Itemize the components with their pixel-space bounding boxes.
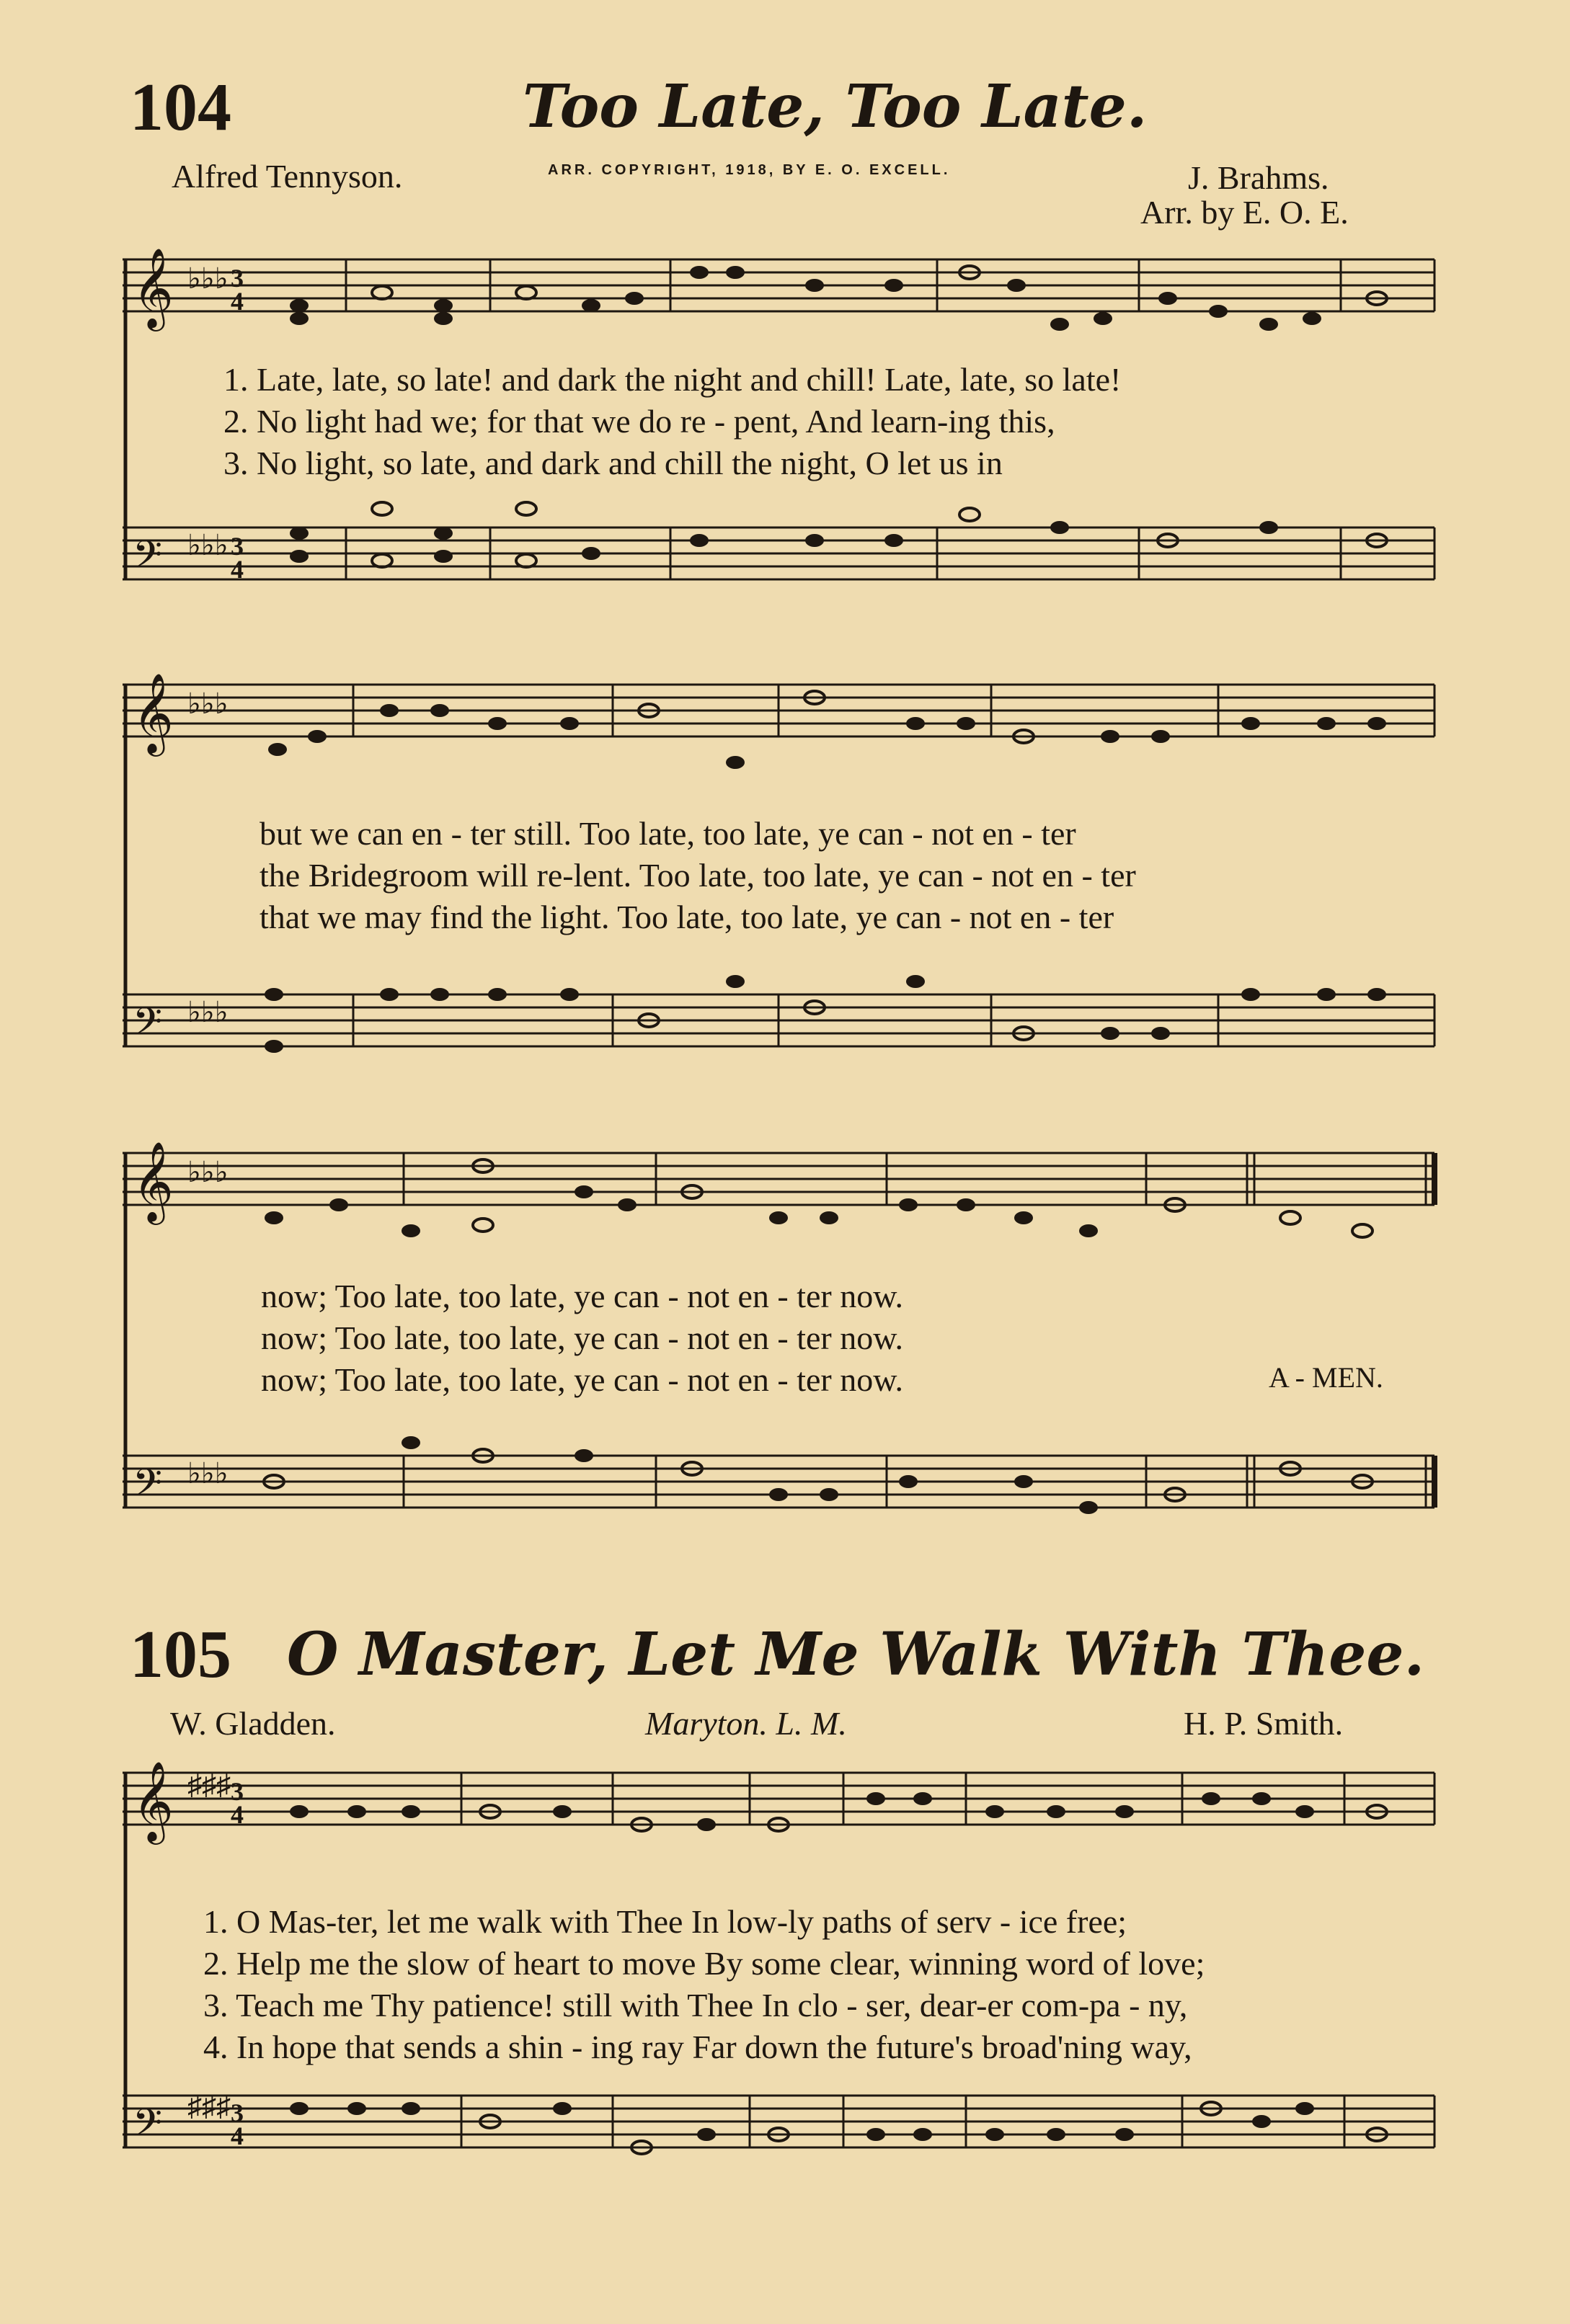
hymn-104-system-1-verse-3: 3. No light, so late, and dark and chill the night, O let us in: [223, 445, 1003, 481]
svg-text:♭♭♭: ♭♭♭: [187, 262, 229, 295]
svg-text:4: 4: [231, 1800, 244, 1829]
hymn-104-system-1-verse-1: 1. Late, late, so late! and dark the night and chill! Late, late, so late!: [223, 361, 1122, 398]
svg-text:♭♭♭: ♭♭♭: [187, 996, 229, 1028]
hymn-104-number: 104: [130, 70, 231, 145]
svg-text:♭♭♭: ♭♭♭: [187, 687, 229, 720]
hymn-105-verse-4: 4. In hope that sends a shin - ing ray Far down the future's broad'ning way,: [203, 2029, 1192, 2065]
svg-text:♭♭♭: ♭♭♭: [187, 1156, 229, 1188]
hymn-105-composer: H. P. Smith.: [1184, 1705, 1344, 1742]
svg-text:𝄞: 𝄞: [133, 1141, 174, 1221]
hymn-104-amen: A - MEN.: [1269, 1361, 1383, 1394]
hymn-104-copyright: ARR. COPYRIGHT, 1918, BY E. O. EXCELL.: [548, 162, 951, 178]
hymn-104-system-2-verse-1: but we can en - ter still. Too late, too late, ye can - not en - ter: [260, 815, 1076, 852]
svg-text:𝄢: 𝄢: [133, 2101, 163, 2155]
svg-text:𝄞: 𝄞: [133, 247, 174, 328]
svg-text:3: 3: [231, 1777, 244, 1806]
svg-text:♭♭♭: ♭♭♭: [187, 1457, 229, 1490]
hymn-104-system-1-verse-2: 2. No light had we; for that we do re - pent, And learn-ing this,: [223, 403, 1055, 440]
svg-text:𝄢: 𝄢: [133, 533, 163, 587]
hymn-105-title: O Master, Let Me Walk With Thee.: [287, 1620, 1425, 1689]
hymn-105-verse-3: 3. Teach me Thy patience! still with Thee In clo - ser, dear-er com-pa - ny,: [203, 1987, 1188, 2024]
svg-text:4: 4: [231, 2122, 244, 2150]
svg-text:♯♯♯: ♯♯♯: [187, 2090, 231, 2122]
hymn-105-verse-2: 2. Help me the slow of heart to move By some clear, winning word of love;: [203, 1945, 1205, 1982]
svg-text:♯♯♯: ♯♯♯: [187, 1768, 231, 1801]
svg-text:3: 3: [231, 532, 244, 561]
hymn-105-number: 105: [130, 1617, 231, 1692]
hymn-104-composer: J. Brahms.: [1188, 159, 1329, 196]
svg-text:4: 4: [231, 287, 244, 316]
hymn-105-tune: Maryton. L. M.: [645, 1705, 847, 1742]
svg-text:3: 3: [231, 2098, 244, 2127]
hymn-104-system-3-verse-2: now; Too late, too late, ye can - not en - ter now.: [261, 1319, 903, 1356]
svg-text:𝄞: 𝄞: [133, 672, 174, 753]
svg-text:3: 3: [231, 264, 244, 293]
hymn-104-system-3-verse-3: now; Too late, too late, ye can - not en - ter now.: [261, 1361, 903, 1398]
hymn-104-title: Too Late, Too Late.: [523, 72, 1148, 141]
hymn-104-system-2-verse-3: that we may find the light. Too late, too late, ye can - not en - ter: [260, 899, 1114, 935]
hymn-104-arranger: Arr. by E. O. E.: [1140, 194, 1349, 231]
svg-text:𝄞: 𝄞: [133, 1760, 174, 1841]
hymn-105-verse-1: 1. O Mas-ter, let me walk with Thee In low-ly paths of serv - ice free;: [203, 1903, 1127, 1940]
hymn-105-author: W. Gladden.: [170, 1705, 336, 1742]
svg-text:4: 4: [231, 555, 244, 584]
svg-text:♭♭♭: ♭♭♭: [187, 529, 229, 561]
hymn-104-system-3-verse-1: now; Too late, too late, ye can - not en - ter now.: [261, 1278, 903, 1314]
hymn-104-author: Alfred Tennyson.: [172, 158, 403, 195]
svg-text:𝄢: 𝄢: [133, 1000, 163, 1054]
svg-text:𝄢: 𝄢: [133, 1461, 163, 1515]
hymn-104-system-2-verse-2: the Bridegroom will re-lent. Too late, too late, ye can - not en - ter: [260, 857, 1136, 894]
